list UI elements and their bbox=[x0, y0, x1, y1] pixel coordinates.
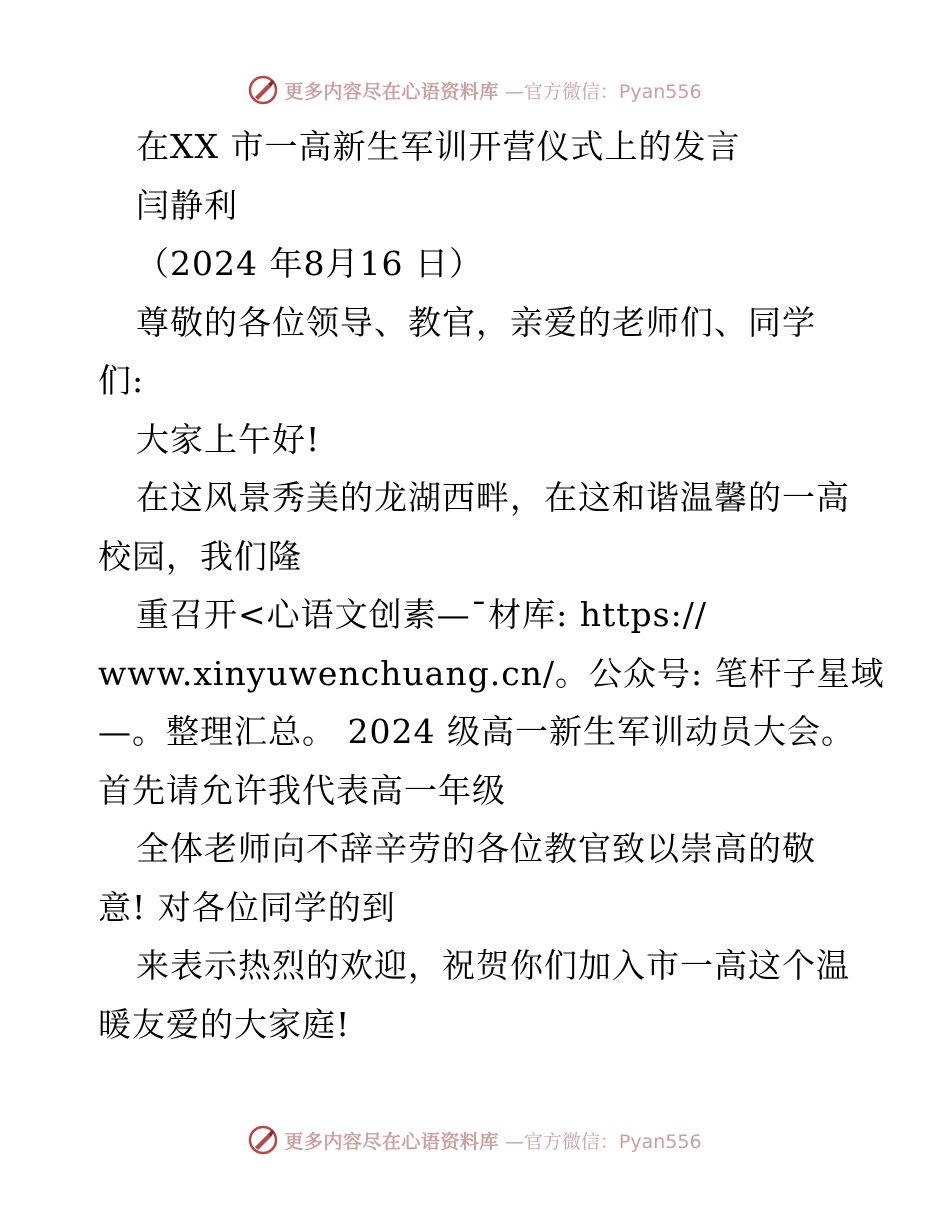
watermark-suffix: —官方微信：Pyan556 bbox=[504, 80, 702, 103]
footer-watermark bbox=[0, 1120, 950, 1160]
text-line: 校园，我们隆 bbox=[98, 536, 302, 576]
text-line: 来表示热烈的欢迎，祝贺你们加入市一高这个温 bbox=[136, 946, 850, 985]
text-line: —。整理汇总。 2024 级高一新生军训动员大会。 bbox=[98, 712, 855, 751]
text-line: 在这风景秀美的龙湖西畔，在这和谐温馨的一高 bbox=[136, 478, 850, 517]
pen-logo-icon bbox=[248, 1125, 278, 1155]
watermark-suffix: —官方微信：Pyan556 bbox=[504, 1130, 702, 1153]
watermark-brand: 更多内容尽在心语资料库 bbox=[284, 1130, 499, 1153]
text-line: 们: bbox=[98, 361, 145, 400]
text-line: 首先请允许我代表高一年级 bbox=[98, 770, 506, 810]
text-line: 闫静利 bbox=[136, 185, 238, 225]
text-line: 大家上午好! bbox=[136, 419, 321, 459]
header-watermark bbox=[0, 70, 950, 110]
text-line: 在XX 市一高新生军训开营仪式上的发言 bbox=[136, 127, 741, 166]
text-line: www.xinyuwenchuang.cn/。公众号: 笔杆子星域 bbox=[98, 653, 885, 693]
text-line: 尊敬的各位领导、教官，亲爱的老师们、同学 bbox=[136, 302, 816, 342]
text-line: 全体老师向不辞辛劳的各位教官致以崇高的敬 bbox=[136, 829, 816, 868]
watermark-brand: 更多内容尽在心语资料库 bbox=[284, 80, 499, 103]
text-line: 意! 对各位同学的到 bbox=[98, 887, 396, 927]
text-line: （2024 年8月16 日） bbox=[136, 244, 483, 283]
text-line: 暖友爱的大家庭! bbox=[98, 1004, 351, 1044]
document-body bbox=[98, 118, 885, 1054]
text-line: 重召开<心语文创素—¯材库: https:// bbox=[136, 595, 707, 634]
pen-logo-icon bbox=[248, 75, 278, 105]
